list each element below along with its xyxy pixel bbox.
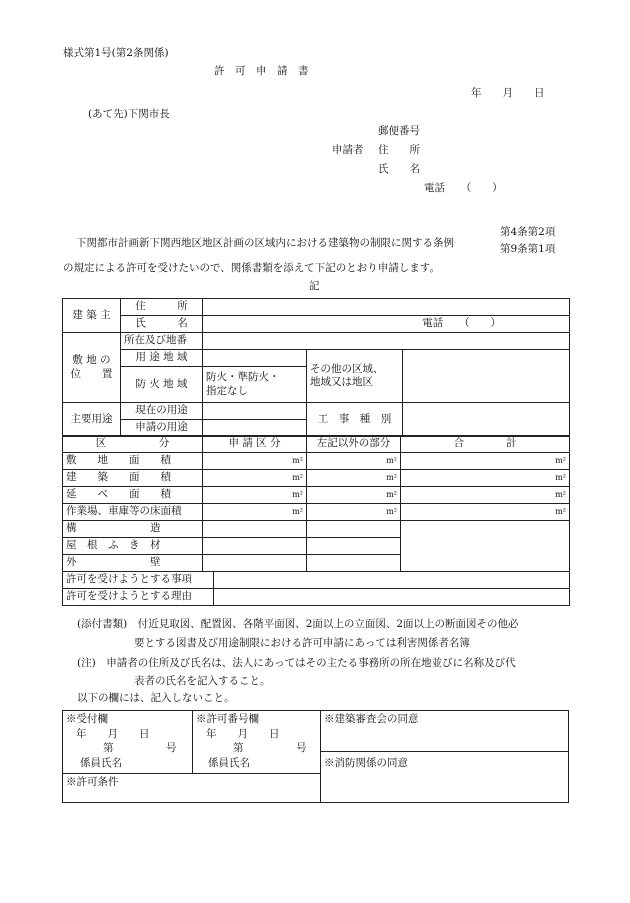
work-type-label: 工 事 種 別 [307, 403, 403, 437]
floor-area-applied[interactable] [203, 487, 307, 504]
applicant-phone-label: 電話 （ ） [424, 182, 503, 194]
structure-applied[interactable] [203, 521, 307, 538]
use-zone-field[interactable] [203, 350, 307, 367]
permit-no-label: ※許可番号欄 [196, 713, 259, 725]
row-wall-label: 外 壁 [63, 555, 203, 572]
main-use-label: 主要用途 [63, 403, 121, 437]
row-site-area-label: 敷 地 面 積 [63, 453, 203, 470]
building-area-applied[interactable] [203, 470, 307, 487]
permit-staff: 係員氏名 [208, 757, 250, 769]
structure-other[interactable] [307, 521, 401, 538]
attachments-line-2: 要とする図書及び用途制限における許可申請にあっては利害関係者名簿 [134, 637, 470, 649]
site-area-applied[interactable] [203, 453, 307, 470]
unit-m2: m² [555, 456, 567, 466]
owner-label: 建 築 主 [63, 299, 121, 333]
other-zone-label: その他の区域、 地域又は地区 [307, 350, 403, 403]
permit-conditions-label: ※許可条件 [66, 776, 119, 788]
form-number: 様式第1号(第2条関係) [63, 47, 169, 59]
note-line-3: 以下の欄には、記入しないこと。 [77, 692, 235, 704]
owner-address-label: 住 所 [121, 299, 203, 316]
body-line-1: 下関都市計画新下関西地区地区計画の区域内における建築物の制限に関する条例 [76, 237, 454, 249]
permit-date: 年 月 日 [206, 728, 280, 740]
garage-area-total[interactable] [401, 504, 570, 521]
receipt-label: ※受付欄 [66, 713, 108, 725]
site-location-label: 敷 地 の 位 置 [63, 333, 121, 403]
unit-m2: m² [292, 473, 304, 483]
area-table [62, 435, 570, 606]
note-line-2: 表者の氏名を記入すること。 [134, 675, 271, 687]
unit-m2: m² [386, 507, 398, 517]
garage-area-other[interactable] [307, 504, 401, 521]
date-line: 年 月 日 [471, 87, 545, 99]
applicant-name-label: 氏 名 [378, 163, 420, 175]
header-total: 合 計 [401, 436, 570, 453]
wall-applied[interactable] [203, 555, 307, 572]
fire-zone-label: 防 火 地 域 [121, 367, 203, 403]
permit-matter-label: 許可を受けようとする事項 [63, 572, 214, 589]
row-roof-label: 屋 根 ふ き 材 [63, 538, 203, 555]
receipt-staff: 係員氏名 [80, 757, 122, 769]
unit-m2: m² [386, 456, 398, 466]
garage-area-applied[interactable] [203, 504, 307, 521]
unit-m2: m² [555, 473, 567, 483]
unit-m2: m² [292, 507, 304, 517]
page-title: 許 可 申 請 書 [214, 65, 309, 77]
roof-other[interactable] [307, 538, 401, 555]
owner-address-field[interactable] [203, 299, 570, 316]
unit-m2: m² [386, 490, 398, 500]
permit-matter-field[interactable] [214, 572, 570, 589]
current-use-label: 現在の用途 [121, 403, 203, 420]
note-line-1: (注) 申請者の住所及び氏名は、法人にあってはその主たる事務所の所在地並びに名称及び代 [77, 657, 516, 669]
unit-m2: m² [386, 473, 398, 483]
applied-use-field[interactable] [203, 420, 307, 437]
receipt-number: 第 号 [103, 742, 177, 754]
office-use-box [62, 710, 569, 803]
row-building-area-label: 建 築 面 積 [63, 470, 203, 487]
use-zone-label: 用 途 地 域 [121, 350, 203, 367]
unit-m2: m² [292, 456, 304, 466]
owner-phone[interactable]: 電話 （ ） [203, 316, 570, 333]
building-area-total[interactable] [401, 470, 570, 487]
applicant-label: 申請者 [332, 144, 364, 156]
applicant-postal-label: 郵便番号 [378, 125, 420, 137]
body-line-2: の規定による許可を受けたいので、関係書類を添えて下記のとおり申請します。 [63, 262, 440, 274]
permit-reason-label: 許可を受けようとする理由 [63, 589, 214, 606]
work-type-field[interactable] [403, 403, 570, 437]
current-use-field[interactable] [203, 403, 307, 420]
roof-applied[interactable] [203, 538, 307, 555]
unit-m2: m² [555, 507, 567, 517]
permit-reason-field[interactable] [214, 589, 570, 606]
site-info-table [62, 298, 570, 437]
receipt-date: 年 月 日 [76, 728, 150, 740]
unit-m2: m² [555, 490, 567, 500]
fire-consent-label: ※消防関係の同意 [324, 757, 408, 769]
row-floor-area-label: 延 べ 面 積 [63, 487, 203, 504]
article-ref-2: 第9条第1項 [500, 243, 556, 255]
attachments-line-1: (添付書類) 付近見取図、配置図、各階平面図、2面以上の立面図、2面以上の断面図その他必 [77, 618, 519, 630]
header-applied: 申 請 区 分 [203, 436, 307, 453]
building-area-other[interactable] [307, 470, 401, 487]
council-consent-label: ※建築審査会の同意 [324, 713, 419, 725]
other-zone-field[interactable] [403, 350, 570, 403]
permit-number: 第 号 [233, 742, 307, 754]
site-area-total[interactable] [401, 453, 570, 470]
row-garage-area-label: 作業場、車庫等の床面積 [63, 504, 203, 521]
structure-total-blank [401, 521, 570, 572]
applicant-address-label: 住 所 [378, 144, 420, 156]
ki-heading: 記 [309, 280, 320, 292]
lot-field[interactable] [203, 333, 570, 350]
site-area-other[interactable] [307, 453, 401, 470]
lot-label: 所在及び地番 [121, 333, 203, 350]
header-category: 区 分 [63, 436, 203, 453]
owner-name-label: 氏 名 [121, 316, 203, 333]
wall-other[interactable] [307, 555, 401, 572]
article-ref-1: 第4条第2項 [500, 226, 556, 238]
unit-m2: m² [292, 490, 304, 500]
header-other: 左記以外の部分 [307, 436, 401, 453]
row-structure-label: 構 造 [63, 521, 203, 538]
floor-area-total[interactable] [401, 487, 570, 504]
addressee: (あて先)下関市長 [88, 108, 170, 120]
applied-use-label: 申請の用途 [121, 420, 203, 437]
fire-zone-options[interactable]: 防火・準防火・ 指定なし [203, 367, 307, 403]
floor-area-other[interactable] [307, 487, 401, 504]
